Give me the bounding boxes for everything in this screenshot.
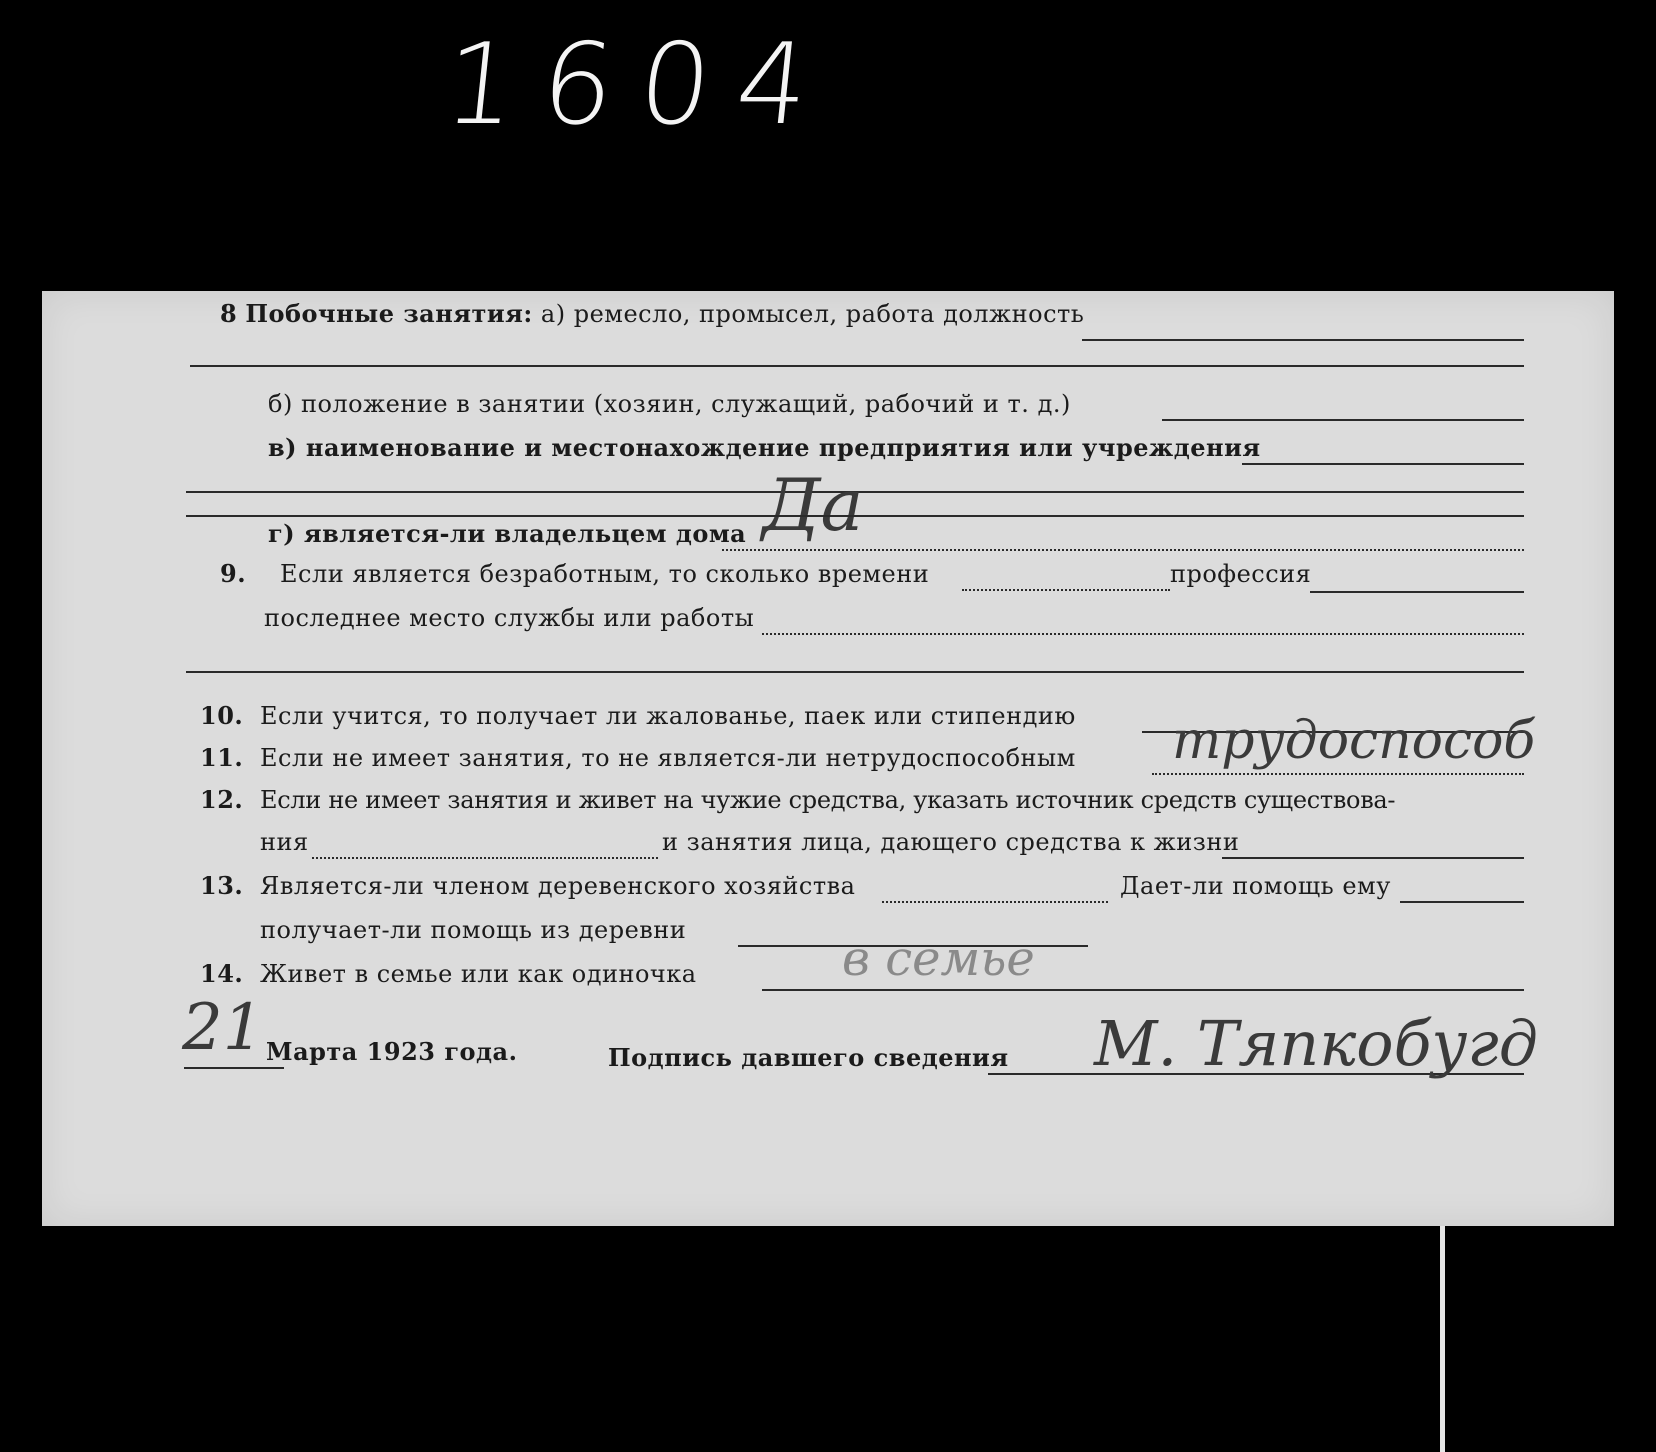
q11-answer-line xyxy=(1152,773,1524,775)
q8-number: 8 xyxy=(220,299,238,328)
q8-a-continuation-line xyxy=(190,365,1524,367)
q8-v-answer-line xyxy=(1242,463,1524,465)
q10-number: 10. xyxy=(200,701,244,730)
q8-a-answer-line xyxy=(1082,339,1524,341)
q9-number: 9. xyxy=(220,559,247,588)
film-edge-mark xyxy=(1440,1226,1445,1452)
q8-label: Побочные занятия: xyxy=(245,299,533,328)
q9-duration-line xyxy=(962,589,1170,591)
q11-number: 11. xyxy=(200,743,244,772)
census-card xyxy=(42,291,1614,1226)
q9-line-1 xyxy=(220,559,929,589)
q13-line-1 xyxy=(200,871,855,901)
q13-text: Является-ли членом деревенского хозяйства xyxy=(260,872,856,900)
q9-continuation-line xyxy=(186,671,1524,673)
q11-text: Если не имеет занятия, то не является-ли нетрудоспособным xyxy=(260,744,1076,772)
q13-help-received-label: получает-ли помощь из деревни xyxy=(260,916,687,944)
q8-v-text: в) наименование и местонахождение предприятия или учреждения xyxy=(268,433,1261,462)
q9-text: Если является безработным, то сколько времени xyxy=(280,560,930,588)
q8-line-a xyxy=(220,299,1084,329)
q8-b-answer-line xyxy=(1162,419,1524,421)
q8-b-text: б) положение в занятии (хозяин, служащий, рабочий и т. д.) xyxy=(268,390,1071,418)
q8-separator-line xyxy=(186,515,1524,517)
q10-line xyxy=(200,701,1076,731)
q8-a-text: а) ремесло, промысел, работа должность xyxy=(540,300,1085,328)
signature-label: Подпись давшего сведения xyxy=(608,1043,1009,1072)
q13-member-line xyxy=(882,901,1108,903)
frame-number: 1604 xyxy=(438,20,841,150)
q14-answer-line xyxy=(762,989,1524,991)
date-text: Марта 1923 года. xyxy=(266,1037,518,1066)
q12-text: Если не имеет занятия и живет на чужие средства, указать источник средств существова- xyxy=(260,786,1396,814)
q14-text: Живет в семье или как одиночка xyxy=(260,960,697,988)
q10-text: Если учится, то получает ли жалованье, паек или стипендию xyxy=(260,702,1076,730)
q8-g-answer-line xyxy=(722,549,1524,551)
q12-provider-line xyxy=(1222,857,1524,859)
q14-number: 14. xyxy=(200,959,244,988)
q9-last-job-line xyxy=(762,633,1524,635)
q12-continuation-label: ния xyxy=(260,828,309,856)
q12-source-line xyxy=(312,857,658,859)
q14-line xyxy=(200,959,697,989)
q12-line-1 xyxy=(200,785,1395,815)
date-day-line xyxy=(184,1067,284,1069)
q9-profession-line xyxy=(1310,591,1524,593)
q13-help-given-label: Дает-ли помощь ему xyxy=(1120,872,1391,900)
signature-handwritten: М. Тяпкобугд xyxy=(1094,1007,1539,1080)
q12-number: 12. xyxy=(200,785,244,814)
q12-provider-label: и занятия лица, дающего средства к жизни xyxy=(662,828,1240,856)
q9-profession-label: профессия xyxy=(1170,560,1312,588)
q11-line xyxy=(200,743,1076,773)
q8-g-handwritten-answer: Да xyxy=(762,463,864,547)
q9-last-job-label: последнее место службы или работы xyxy=(264,604,755,632)
q13-number: 13. xyxy=(200,871,244,900)
q8-g-text: г) является-ли владельцем дома xyxy=(268,519,747,548)
q11-handwritten-answer: трудоспособ xyxy=(1172,711,1536,771)
date-day-handwritten: 21 xyxy=(182,991,264,1065)
q13-help-given-line xyxy=(1400,901,1524,903)
q14-handwritten-answer: в семье xyxy=(842,931,1035,987)
